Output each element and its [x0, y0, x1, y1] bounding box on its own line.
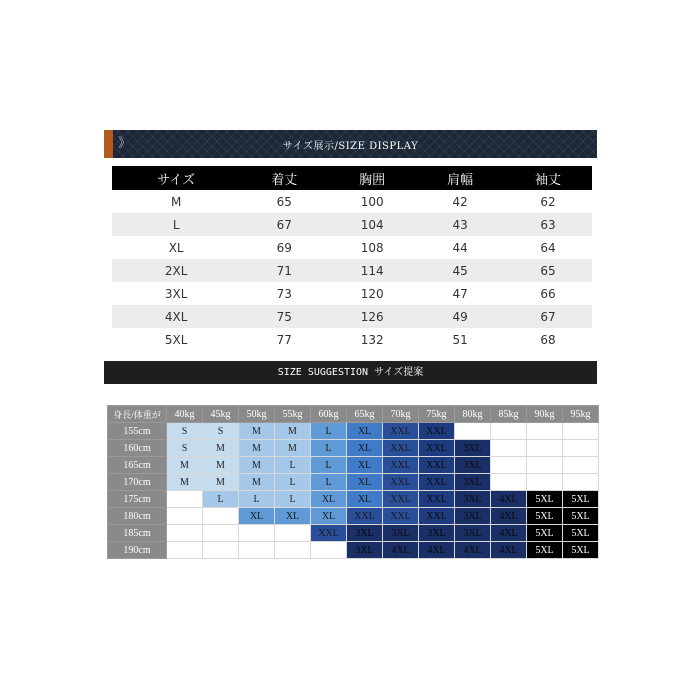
grid-size-cell [275, 525, 311, 542]
size-table-cell: 2XL [112, 259, 240, 282]
grid-size-cell: 5XL [563, 525, 599, 542]
grid-row [108, 457, 599, 474]
grid-size-cell [527, 440, 563, 457]
grid-size-cell [563, 474, 599, 491]
size-table [112, 166, 592, 351]
grid-size-cell: XXL [383, 423, 419, 440]
grid-size-cell: S [167, 440, 203, 457]
size-table-cell: M [112, 190, 240, 213]
grid-height-label: 165cm [108, 457, 167, 474]
grid-height-label: 170cm [108, 474, 167, 491]
grid-size-cell: 5XL [563, 491, 599, 508]
grid-size-cell: L [239, 491, 275, 508]
size-table-col-header: サイズ [112, 166, 240, 190]
size-table-col-header: 着丈 [240, 166, 328, 190]
size-table-cell: 67 [240, 213, 328, 236]
grid-size-cell [563, 423, 599, 440]
grid-weight-label: 40kg [167, 406, 203, 423]
grid-size-cell: 4XL [491, 542, 527, 559]
grid-size-cell: S [167, 423, 203, 440]
grid-size-cell: M [239, 423, 275, 440]
grid-size-cell [203, 508, 239, 525]
grid-size-cell: 3XL [455, 491, 491, 508]
grid-size-cell [455, 423, 491, 440]
size-table-cell: 71 [240, 259, 328, 282]
grid-weight-label: 50kg [239, 406, 275, 423]
grid-size-cell [167, 508, 203, 525]
grid-weight-label: 80kg [455, 406, 491, 423]
grid-size-cell: L [311, 440, 347, 457]
grid-size-cell [239, 525, 275, 542]
grid-size-cell [167, 525, 203, 542]
size-table-cell: 126 [328, 305, 416, 328]
grid-weight-header [108, 406, 599, 423]
grid-size-cell: XXL [383, 474, 419, 491]
grid-size-cell: XL [347, 457, 383, 474]
grid-size-cell: 3XL [455, 440, 491, 457]
size-table-cell: 67 [504, 305, 592, 328]
grid-weight-label: 55kg [275, 406, 311, 423]
grid-size-cell: L [275, 491, 311, 508]
grid-size-cell: 4XL [491, 491, 527, 508]
size-table-cell: 4XL [112, 305, 240, 328]
grid-size-cell: 3XL [347, 542, 383, 559]
grid-size-cell [311, 542, 347, 559]
grid-size-cell [491, 440, 527, 457]
size-table-col-header: 袖丈 [504, 166, 592, 190]
size-table-cell: 69 [240, 236, 328, 259]
size-table-cell: 45 [416, 259, 504, 282]
size-table-cell: 5XL [112, 328, 240, 351]
grid-height-label: 160cm [108, 440, 167, 457]
grid-size-cell: L [311, 423, 347, 440]
grid-height-label: 155cm [108, 423, 167, 440]
size-suggestion-grid [107, 405, 599, 559]
grid-size-cell: XXL [383, 491, 419, 508]
size-table-header [112, 166, 592, 190]
grid-size-cell [491, 457, 527, 474]
grid-size-cell: M [275, 440, 311, 457]
grid-size-cell [203, 542, 239, 559]
grid-size-cell [563, 440, 599, 457]
size-table-cell: 65 [240, 190, 328, 213]
size-table-cell: 65 [504, 259, 592, 282]
grid-size-cell: 5XL [527, 491, 563, 508]
grid-size-cell: 4XL [419, 542, 455, 559]
size-table-cell: 77 [240, 328, 328, 351]
grid-size-cell: L [275, 474, 311, 491]
grid-size-cell: XXL [419, 508, 455, 525]
grid-size-cell: 3XL [455, 525, 491, 542]
grid-row [108, 525, 599, 542]
grid-row [108, 542, 599, 559]
grid-weight-label: 95kg [563, 406, 599, 423]
grid-size-cell: XXL [347, 508, 383, 525]
grid-size-cell: XL [347, 491, 383, 508]
grid-size-cell: 4XL [383, 542, 419, 559]
grid-weight-label: 65kg [347, 406, 383, 423]
size-table-cell: 104 [328, 213, 416, 236]
grid-size-cell: XL [347, 423, 383, 440]
grid-size-cell: 3XL [455, 457, 491, 474]
grid-size-cell: L [203, 491, 239, 508]
grid-size-cell [527, 474, 563, 491]
grid-weight-label: 90kg [527, 406, 563, 423]
grid-row [108, 440, 599, 457]
grid-size-cell: 3XL [455, 508, 491, 525]
grid-row [108, 423, 599, 440]
grid-size-cell: XXL [383, 440, 419, 457]
grid-size-cell: M [239, 457, 275, 474]
size-table-cell: 43 [416, 213, 504, 236]
grid-size-cell: 4XL [491, 508, 527, 525]
size-table-cell: 3XL [112, 282, 240, 305]
grid-size-cell: XXL [383, 508, 419, 525]
size-suggestion-banner: SIZE SUGGESTION サイズ提案 [104, 361, 597, 384]
size-display-banner [104, 130, 597, 158]
grid-weight-label: 60kg [311, 406, 347, 423]
grid-row [108, 474, 599, 491]
chevron-right-icon: 》 [118, 136, 132, 151]
grid-size-cell: XXL [419, 457, 455, 474]
size-table-cell: 114 [328, 259, 416, 282]
grid-size-cell: 5XL [563, 542, 599, 559]
grid-size-cell [167, 491, 203, 508]
grid-size-cell: M [239, 474, 275, 491]
size-table-cell: 44 [416, 236, 504, 259]
size-table-row [112, 213, 592, 236]
size-table-row [112, 328, 592, 351]
grid-size-cell: XL [347, 474, 383, 491]
grid-size-cell [491, 474, 527, 491]
grid-size-cell: XXL [419, 423, 455, 440]
grid-size-cell: L [275, 457, 311, 474]
grid-size-cell: S [203, 423, 239, 440]
size-table-cell: 47 [416, 282, 504, 305]
grid-size-cell: 4XL [455, 542, 491, 559]
grid-size-cell: 3XL [419, 525, 455, 542]
grid-size-cell: XL [347, 440, 383, 457]
size-table-cell: 132 [328, 328, 416, 351]
grid-size-cell: M [203, 474, 239, 491]
size-table-cell: 62 [504, 190, 592, 213]
grid-size-cell [167, 542, 203, 559]
grid-size-cell: XXL [419, 474, 455, 491]
grid-size-cell: XL [239, 508, 275, 525]
grid-weight-label: 85kg [491, 406, 527, 423]
grid-size-cell: XL [311, 508, 347, 525]
size-table-cell: L [112, 213, 240, 236]
size-table-cell: 100 [328, 190, 416, 213]
size-table-row [112, 305, 592, 328]
size-table-cell: 120 [328, 282, 416, 305]
grid-size-cell [527, 423, 563, 440]
grid-weight-label: 70kg [383, 406, 419, 423]
grid-size-cell: XL [311, 491, 347, 508]
grid-size-cell: 4XL [491, 525, 527, 542]
grid-size-cell: L [311, 457, 347, 474]
grid-row [108, 508, 599, 525]
grid-size-cell: XXL [311, 525, 347, 542]
grid-height-label: 180cm [108, 508, 167, 525]
grid-size-cell: M [203, 457, 239, 474]
grid-size-cell: M [275, 423, 311, 440]
size-table-cell: 75 [240, 305, 328, 328]
grid-weight-label: 45kg [203, 406, 239, 423]
grid-size-cell [563, 457, 599, 474]
grid-size-cell: XL [275, 508, 311, 525]
grid-row [108, 491, 599, 508]
grid-size-cell [239, 542, 275, 559]
grid-size-cell: 3XL [383, 525, 419, 542]
grid-height-label: 185cm [108, 525, 167, 542]
grid-size-cell: M [167, 457, 203, 474]
grid-size-cell [203, 525, 239, 542]
size-table-cell: XL [112, 236, 240, 259]
size-table-row [112, 190, 592, 213]
grid-size-cell: 5XL [527, 508, 563, 525]
size-table-cell: 68 [504, 328, 592, 351]
grid-size-cell: 5XL [527, 542, 563, 559]
size-table-cell: 42 [416, 190, 504, 213]
grid-size-cell [491, 423, 527, 440]
size-table-cell: 63 [504, 213, 592, 236]
grid-weight-label: 75kg [419, 406, 455, 423]
grid-size-cell: XXL [419, 440, 455, 457]
size-table-col-header: 胸囲 [328, 166, 416, 190]
grid-size-cell: M [167, 474, 203, 491]
size-table-row [112, 282, 592, 305]
size-table-row [112, 259, 592, 282]
grid-size-cell: 5XL [527, 525, 563, 542]
grid-size-cell: M [203, 440, 239, 457]
grid-size-cell: M [239, 440, 275, 457]
grid-size-cell: XXL [419, 491, 455, 508]
banner-title: サイズ展示/SIZE DISPLAY [282, 141, 419, 152]
size-table-cell: 64 [504, 236, 592, 259]
size-table-col-header: 肩幅 [416, 166, 504, 190]
grid-size-cell: 3XL [455, 474, 491, 491]
grid-size-cell: L [311, 474, 347, 491]
size-table-cell: 73 [240, 282, 328, 305]
grid-size-cell: 5XL [563, 508, 599, 525]
size-table-row [112, 236, 592, 259]
size-table-cell: 49 [416, 305, 504, 328]
grid-corner-label: 身長/体重が [108, 406, 167, 423]
grid-size-cell: XXL [383, 457, 419, 474]
size-table-cell: 66 [504, 282, 592, 305]
grid-height-label: 175cm [108, 491, 167, 508]
grid-height-label: 190cm [108, 542, 167, 559]
grid-size-cell [275, 542, 311, 559]
size-table-cell: 51 [416, 328, 504, 351]
size-table-cell: 108 [328, 236, 416, 259]
grid-size-cell: 3XL [347, 525, 383, 542]
grid-size-cell [527, 457, 563, 474]
